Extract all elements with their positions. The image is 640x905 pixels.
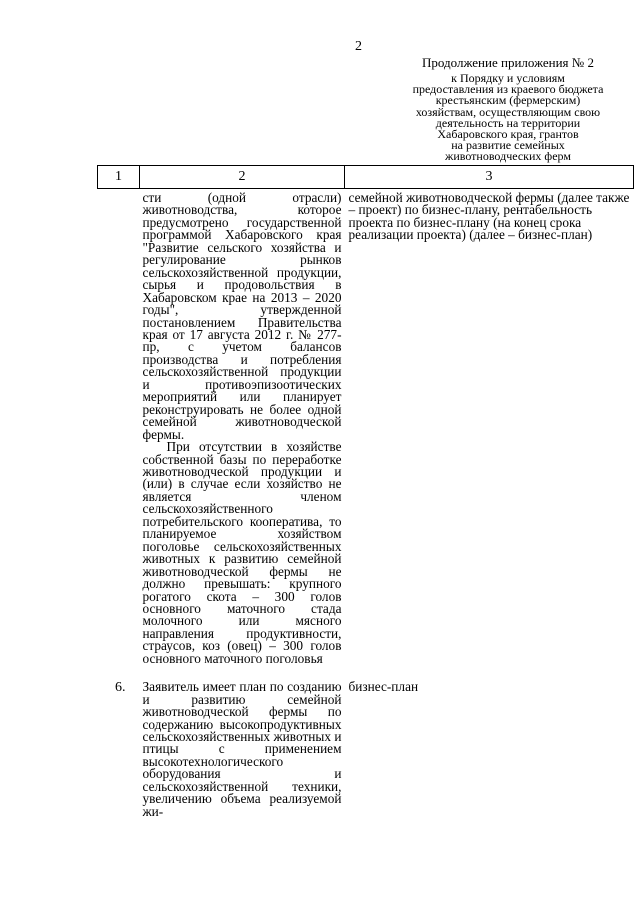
appendix-line: к Порядку и условиям [451,71,565,85]
requirements-table [97,165,634,818]
column-header-3: 3 [345,166,634,189]
appendix-line: Хабаровского края, грантов [437,127,579,142]
requirement-text: сти (одной отрасли) животноводства, которое предусмотрено государственной программой Хабаровского края "Развитие сельского хозяйства и регулирование рынков сельскохозяйственной продукции, сырья и продовольствия в Хабаровском крае на 2013 – 2020 годы", утвержденной постановлением Правительства края от 17 августа 2012 г. № 277-пр, с учетом балансов производства и потребления сельскохозяйственной продукции и противоэпизоотических мероприятий или планирует реконструировать не более одной семейной животноводческой фермы. [142,190,342,442]
requirement-text: При отсутствии в хозяйстве собственной базы по переработке животноводческой продукции и (или) в случае если хозяйство не является членом сельскохозяйственного потребительского кооператива, то планируемое хозяйством поголовье сельскохозяйственных животных к развитию семейной животноводческой фермы не должно превышать: крупного рогатого скота – 300 голов основного маточного стада молочного или мясного направления продуктивности, страусов, коз (овец) – 300 голов основного маточного поголовья [142,439,342,666]
appendix-line: на развитие семейных [451,138,565,153]
row-number: 6. [115,680,126,696]
document-text: бизнес-план [348,679,419,695]
appendix-line: животноводческих ферм [445,149,571,164]
table-row [98,665,634,818]
row-number-cell [98,665,140,818]
appendix-line: крестьянским (фермерским) [435,93,581,108]
appendix-line: предоставления из краевого бюджета [412,82,604,97]
table-header-row [98,166,634,189]
document-cell [345,189,634,666]
document-text: семейной животноводческой фермы (далее также – проект) по бизнес-плану, рентабельность проекта по бизнес-плану (на конец срока реализации проекта) (далее – бизнес-план) [348,190,630,243]
column-header-2: 2 [140,166,345,189]
column-header-1: 1 [98,166,140,189]
appendix-line: деятельность на территории [435,115,581,130]
document-cell [345,665,634,818]
appendix-header [388,55,628,163]
row-number-cell [98,189,140,666]
requirement-text: Заявитель имеет план по созданию и развитию семейной животноводческой фермы по содержанию высокопродуктивных сельскохозяйственных животных и птицы с применением высокотехнологического оборудования и сельскохозяйственной техники, увеличению объема реализуемой жи- [142,679,342,819]
requirement-cell [140,665,345,818]
table-row [98,189,634,666]
appendix-line: хозяйствам, осуществляющим свою [415,104,601,119]
page-number: 2 [355,39,362,54]
requirement-cell [140,189,345,666]
appendix-title: Продолжение приложения № 2 [422,55,594,70]
